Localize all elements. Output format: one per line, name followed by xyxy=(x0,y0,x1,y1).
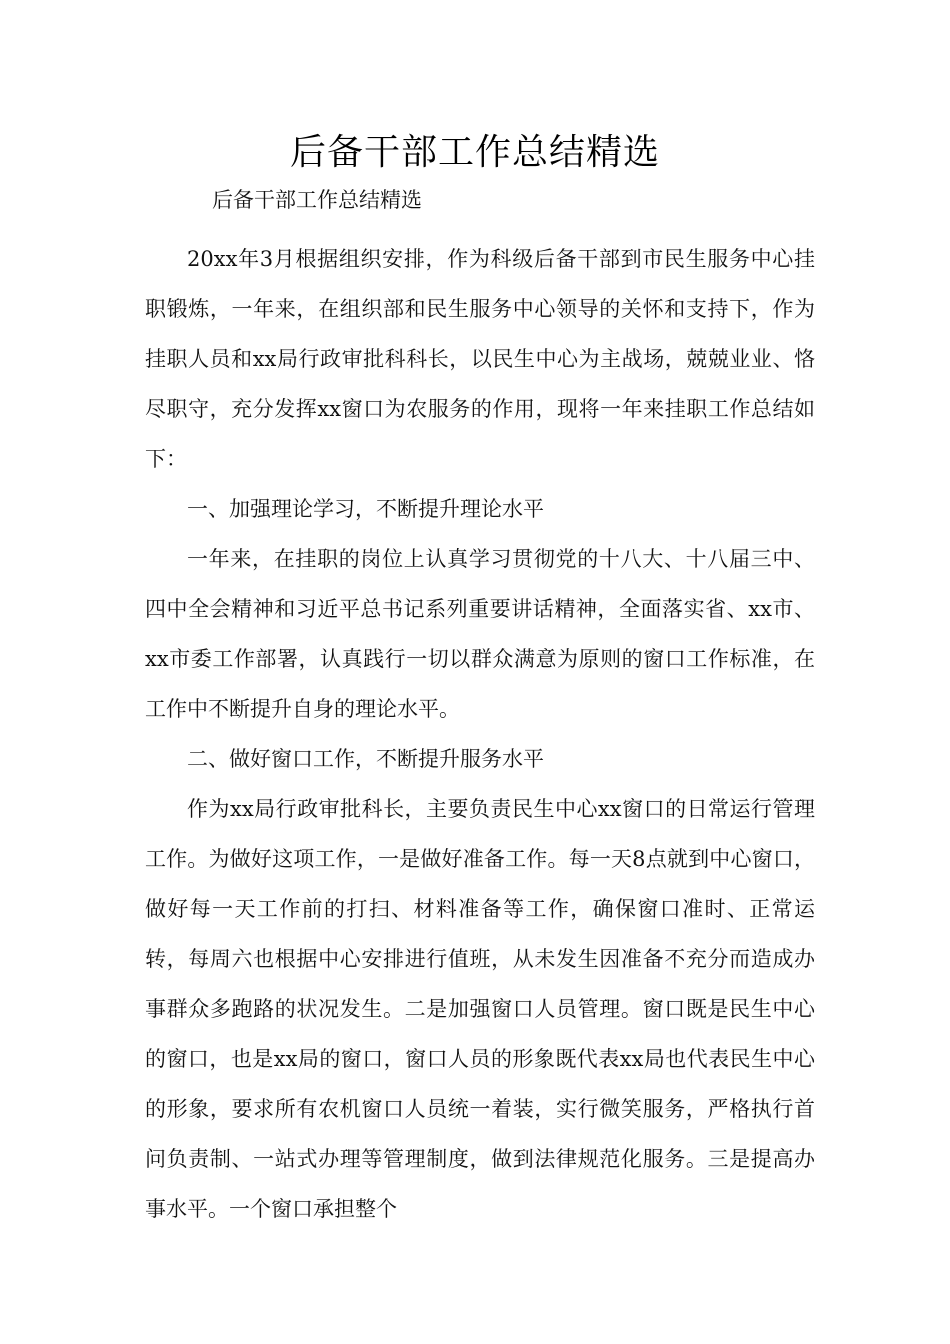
document-subtitle: 后备干部工作总结精选 xyxy=(212,188,422,212)
paragraph-theory: 一年来，在挂职的岗位上认真学习贯彻党的十八大、十八届三中、四中全会精神和习近平总书记系列重要讲话精神，全面落实省、xx市、xx市委工作部署，认真践行一切以群众满意为原则的窗口工作标准，在工作中不断提升自身的理论水平。 xyxy=(145,547,815,721)
section-heading-theory: 一、加强理论学习，不断提升理论水平 xyxy=(187,497,544,521)
paragraph-intro: 20xx年3月根据组织安排，作为科级后备干部到市民生服务中心挂职锻炼，一年来，在组织部和民生服务中心领导的关怀和支持下，作为挂职人员和xx局行政审批科科长，以民生中心为主战场，兢兢业业、恪尽职守，充分发挥xx窗口为农服务的作用，现将一年来挂职工作总结如下： xyxy=(145,247,815,471)
document-title: 后备干部工作总结精选 xyxy=(289,132,660,173)
paragraph-window: 作为xx局行政审批科长，主要负责民生中心xx窗口的日常运行管理工作。为做好这项工作，一是做好准备工作。每一天8点就到中心窗口，做好每一天工作前的打扫、材料准备等工作，确保窗口准时、正常运转，每周六也根据中心安排进行值班，从未发生因准备不充分而造成办事群众多跑路的状况发生。二是加强窗口人员管理。窗口既是民生中心的窗口，也是xx局的窗口，窗口人员的形象既代表xx局也代表民生中心的形象，要求所有农机窗口人员统一着装，实行微笑服务，严格执行首问负责制、一站式办理等管理制度，做到法律规范化服务。三是提高办事水平。一个窗口承担整个 xyxy=(145,797,815,1221)
document-body xyxy=(145,234,815,1234)
section-heading-window: 二、做好窗口工作，不断提升服务水平 xyxy=(187,747,544,771)
